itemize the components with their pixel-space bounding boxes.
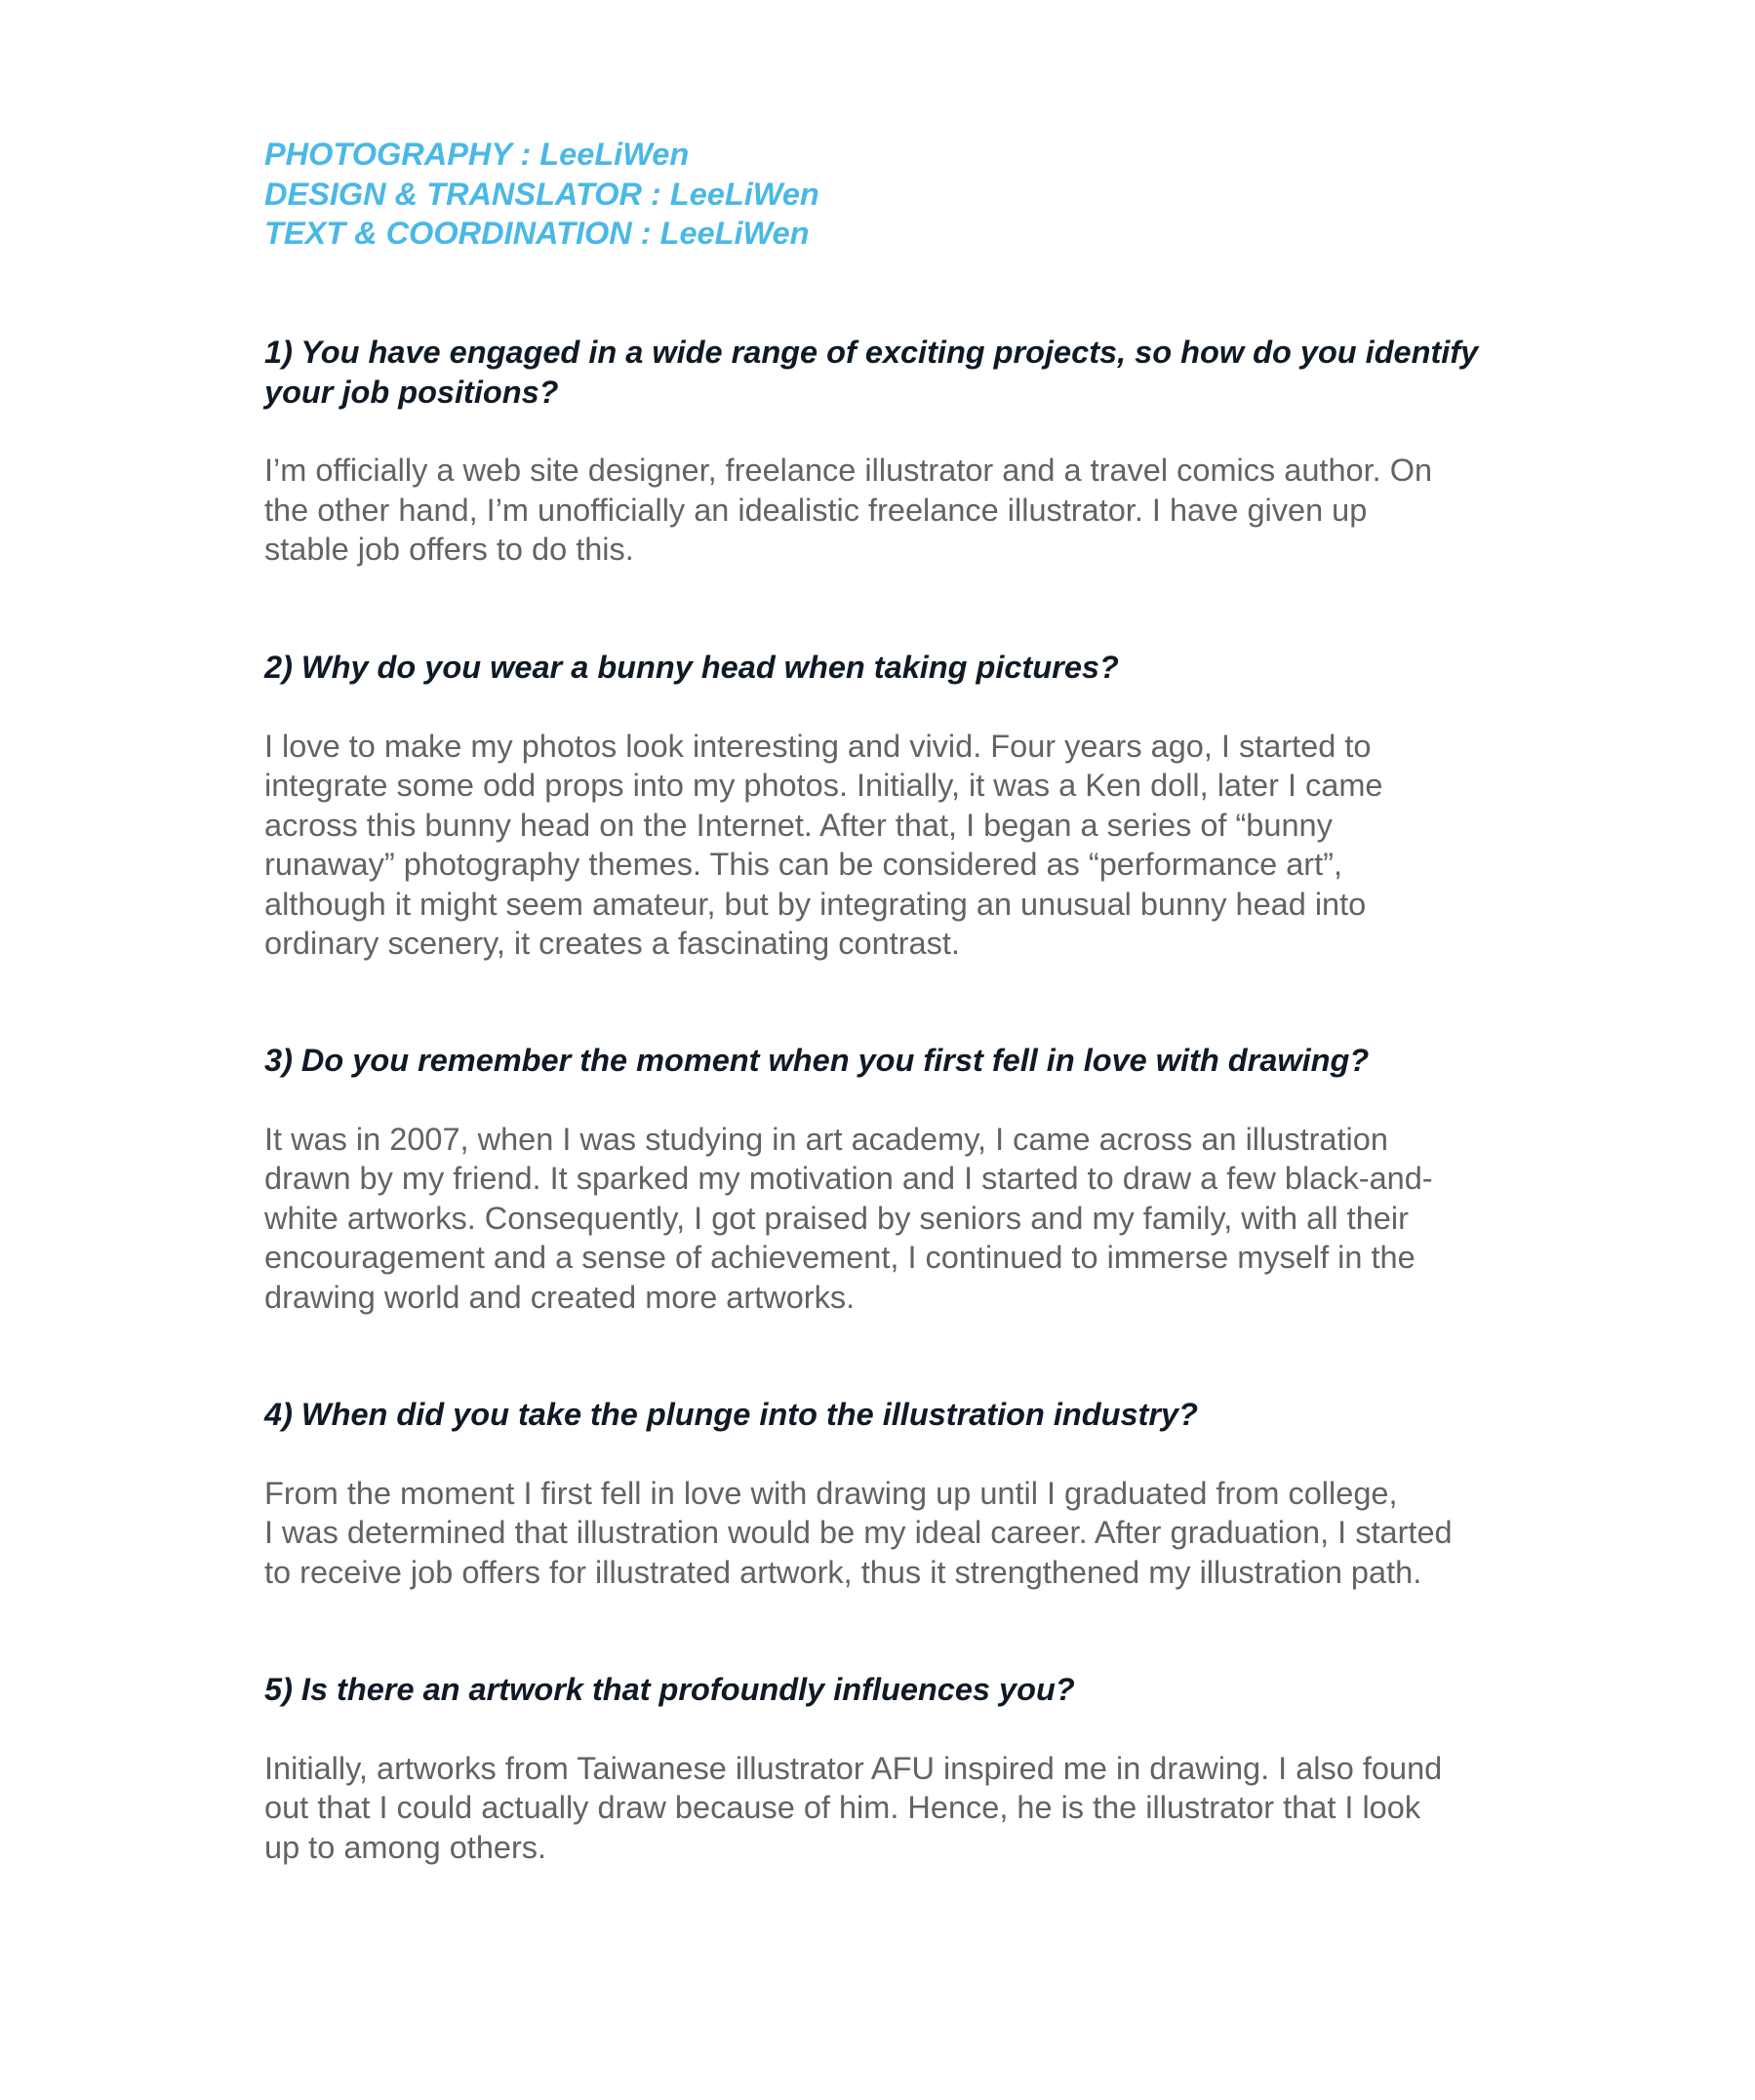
answer-line: across this bunny head on the Internet. After that, I began a series of “bunny bbox=[264, 807, 1333, 843]
credit-photography: PHOTOGRAPHY : LeeLiWen bbox=[264, 137, 690, 172]
answer-line: I’m officially a web site designer, freelance illustrator and a travel comics author. On bbox=[264, 453, 1433, 488]
qa-section-5 bbox=[264, 1670, 1542, 1867]
answer-line: I was determined that illustration would be my ideal career. After graduation, I started bbox=[264, 1515, 1453, 1550]
answer-line: out that I could actually draw because of him. Hence, he is the illustrator that I look bbox=[264, 1790, 1421, 1825]
qa-section-3 bbox=[264, 1041, 1542, 1317]
question-line: 4) When did you take the plunge into the illustration industry? bbox=[264, 1397, 1198, 1432]
answer-line: stable job offers to do this. bbox=[264, 532, 634, 567]
question-line: 1) You have engaged in a wide range of exciting projects, so how do you identify bbox=[264, 335, 1479, 370]
answer-line: Initially, artworks from Taiwanese illustrator AFU inspired me in drawing. I also found bbox=[264, 1750, 1443, 1786]
answer-line: I love to make my photos look interesting and vivid. Four years ago, I started to bbox=[264, 728, 1372, 764]
answer-line: drawn by my friend. It sparked my motivation and I started to draw a few black-and- bbox=[264, 1161, 1433, 1196]
answer-2 bbox=[264, 727, 1542, 964]
qa-section-1 bbox=[264, 333, 1542, 570]
answer-5 bbox=[264, 1749, 1542, 1868]
question-line: 5) Is there an artwork that profoundly influences you? bbox=[264, 1672, 1075, 1707]
question-4 bbox=[264, 1395, 1542, 1435]
question-3 bbox=[264, 1041, 1542, 1081]
answer-line: encouragement and a sense of achievement, I continued to immerse myself in the bbox=[264, 1240, 1416, 1275]
answer-line: drawing world and created more artworks. bbox=[264, 1279, 856, 1315]
credit-text-coordination: TEXT & COORDINATION : LeeLiWen bbox=[264, 216, 810, 251]
answer-line: up to among others. bbox=[264, 1829, 547, 1865]
question-line: 3) Do you remember the moment when you first fell in love with drawing? bbox=[264, 1043, 1370, 1078]
answer-1 bbox=[264, 451, 1542, 570]
question-line: 2) Why do you wear a bunny head when taking pictures? bbox=[264, 650, 1119, 685]
answer-4 bbox=[264, 1474, 1542, 1593]
answer-line: runaway” photography themes. This can be considered as “performance art”, bbox=[264, 847, 1342, 882]
question-5 bbox=[264, 1670, 1542, 1710]
question-1 bbox=[264, 333, 1542, 412]
answer-line: From the moment I first fell in love with drawing up until I graduated from college, bbox=[264, 1475, 1398, 1511]
answer-line: the other hand, I’m unofficially an idealistic freelance illustrator. I have given up bbox=[264, 492, 1368, 528]
answer-line: It was in 2007, when I was studying in art academy, I came across an illustration bbox=[264, 1121, 1388, 1157]
answer-3 bbox=[264, 1120, 1542, 1318]
qa-section-2 bbox=[264, 648, 1542, 964]
answer-line: to receive job offers for illustrated artwork, thus it strengthened my illustration path. bbox=[264, 1554, 1422, 1590]
answer-line: ordinary scenery, it creates a fascinating contrast. bbox=[264, 926, 960, 961]
question-line: your job positions? bbox=[264, 374, 559, 410]
answer-line: white artworks. Consequently, I got praised by seniors and my family, with all their bbox=[264, 1200, 1409, 1236]
qa-section-4 bbox=[264, 1395, 1542, 1592]
credit-design-translator: DESIGN & TRANSLATOR : LeeLiWen bbox=[264, 176, 819, 212]
answer-line: although it might seem amateur, but by integrating an unusual bunny head into bbox=[264, 886, 1367, 922]
question-2 bbox=[264, 648, 1542, 688]
credits-block bbox=[264, 135, 1435, 254]
answer-line: integrate some odd props into my photos. Initially, it was a Ken doll, later I came bbox=[264, 768, 1383, 803]
